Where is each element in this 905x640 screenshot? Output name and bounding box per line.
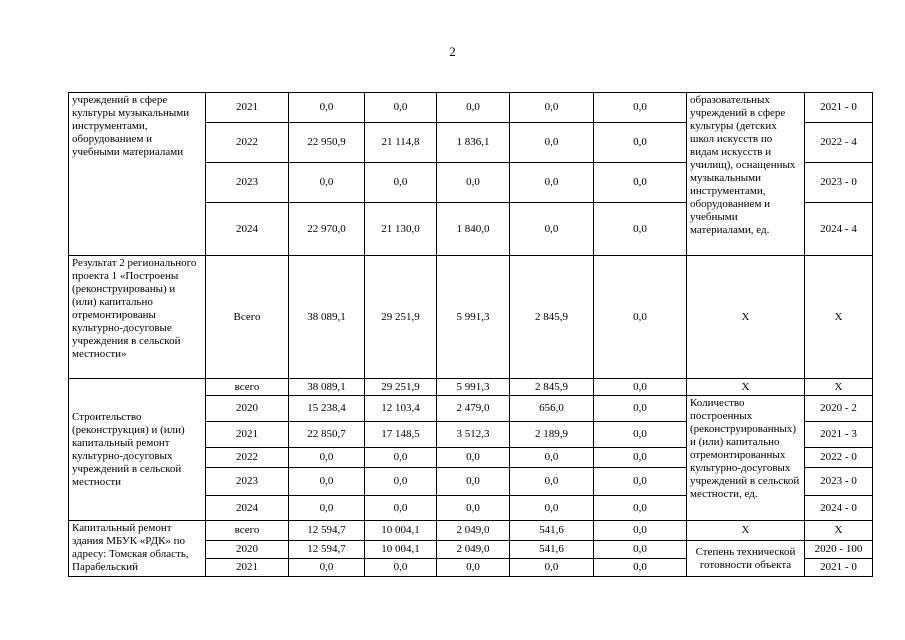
target-cell: 2020 - 2 bbox=[805, 396, 873, 422]
year-cell: 2021 bbox=[206, 93, 289, 123]
value-cell: 5 991,3 bbox=[437, 379, 510, 396]
value-cell: 0,0 bbox=[594, 521, 687, 541]
indicator-cell: образовательных учреждений в сфере культуры (детских школ искусств по видам искусств и училищ), оснащенных музыкальными инструментами, оборудованием и учебными материалами, ед. bbox=[687, 93, 805, 256]
value-cell: 0,0 bbox=[594, 93, 687, 123]
value-cell: 0,0 bbox=[437, 448, 510, 468]
value-cell: 38 089,1 bbox=[289, 379, 365, 396]
year-cell: 2020 bbox=[206, 396, 289, 422]
year-cell: всего bbox=[206, 379, 289, 396]
target-cell: X bbox=[805, 379, 873, 396]
value-cell: 0,0 bbox=[289, 93, 365, 123]
target-cell: 2022 - 0 bbox=[805, 448, 873, 468]
value-cell: 0,0 bbox=[510, 559, 594, 577]
value-cell: 0,0 bbox=[594, 448, 687, 468]
year-cell: 2024 bbox=[206, 203, 289, 256]
value-cell: 2 845,9 bbox=[510, 379, 594, 396]
value-cell: 0,0 bbox=[289, 559, 365, 577]
value-cell: 2 189,9 bbox=[510, 422, 594, 448]
value-cell: 0,0 bbox=[510, 448, 594, 468]
year-cell: 2021 bbox=[206, 422, 289, 448]
target-cell: 2021 - 0 bbox=[805, 559, 873, 577]
value-cell: 22 850,7 bbox=[289, 422, 365, 448]
value-cell: 0,0 bbox=[594, 496, 687, 521]
value-cell: 21 130,0 bbox=[365, 203, 437, 256]
target-cell: 2021 - 3 bbox=[805, 422, 873, 448]
value-cell: 0,0 bbox=[510, 163, 594, 203]
value-cell: 2 845,9 bbox=[510, 256, 594, 379]
value-cell: 0,0 bbox=[510, 123, 594, 163]
value-cell: 0,0 bbox=[365, 468, 437, 496]
value-cell: 29 251,9 bbox=[365, 256, 437, 379]
target-cell: 2021 - 0 bbox=[805, 93, 873, 123]
table-row bbox=[69, 93, 873, 123]
event-name-cell: Строительство (реконструкция) и (или) капитальный ремонт культурно-досуговых учреждений в сельской местности bbox=[69, 379, 206, 521]
value-cell: 0,0 bbox=[594, 396, 687, 422]
value-cell: 0,0 bbox=[365, 496, 437, 521]
target-cell: 2020 - 100 bbox=[805, 541, 873, 559]
value-cell: 0,0 bbox=[510, 203, 594, 256]
target-cell: 2024 - 0 bbox=[805, 496, 873, 521]
year-cell: Всего bbox=[206, 256, 289, 379]
year-cell: 2020 bbox=[206, 541, 289, 559]
value-cell: 0,0 bbox=[594, 123, 687, 163]
value-cell: 0,0 bbox=[437, 559, 510, 577]
table-row bbox=[69, 379, 873, 396]
event-name-cell: Капитальный ремонт здания МБУК «РДК» по адресу: Томская область, Парабельский bbox=[69, 521, 206, 577]
value-cell: 0,0 bbox=[289, 448, 365, 468]
indicator-cell: X bbox=[687, 521, 805, 541]
indicator-cell: Степень технической готовности объекта bbox=[687, 541, 805, 577]
target-cell: 2022 - 4 bbox=[805, 123, 873, 163]
value-cell: 38 089,1 bbox=[289, 256, 365, 379]
value-cell: 0,0 bbox=[289, 163, 365, 203]
page-number: 2 bbox=[449, 44, 456, 59]
value-cell: 0,0 bbox=[437, 163, 510, 203]
table-row bbox=[69, 256, 873, 379]
value-cell: 0,0 bbox=[594, 379, 687, 396]
year-cell: 2022 bbox=[206, 448, 289, 468]
value-cell: 0,0 bbox=[365, 559, 437, 577]
value-cell: 0,0 bbox=[289, 468, 365, 496]
value-cell: 21 114,8 bbox=[365, 123, 437, 163]
value-cell: 0,0 bbox=[365, 448, 437, 468]
value-cell: 541,6 bbox=[510, 521, 594, 541]
value-cell: 0,0 bbox=[510, 93, 594, 123]
value-cell: 1 840,0 bbox=[437, 203, 510, 256]
target-cell: 2023 - 0 bbox=[805, 468, 873, 496]
target-cell: X bbox=[805, 521, 873, 541]
table-row bbox=[69, 521, 873, 541]
event-name-cell: учреждений в сфере культуры музыкальными инструментами, оборудованием и учебными материалами bbox=[69, 93, 206, 256]
value-cell: 0,0 bbox=[510, 496, 594, 521]
target-cell: 2023 - 0 bbox=[805, 163, 873, 203]
value-cell: 2 479,0 bbox=[437, 396, 510, 422]
value-cell: 2 049,0 bbox=[437, 521, 510, 541]
year-cell: всего bbox=[206, 521, 289, 541]
value-cell: 541,6 bbox=[510, 541, 594, 559]
value-cell: 17 148,5 bbox=[365, 422, 437, 448]
value-cell: 22 970,0 bbox=[289, 203, 365, 256]
value-cell: 10 004,1 bbox=[365, 521, 437, 541]
value-cell: 0,0 bbox=[437, 496, 510, 521]
year-cell: 2023 bbox=[206, 163, 289, 203]
value-cell: 0,0 bbox=[594, 203, 687, 256]
target-cell: X bbox=[805, 256, 873, 379]
value-cell: 0,0 bbox=[365, 163, 437, 203]
value-cell: 0,0 bbox=[594, 541, 687, 559]
program-table bbox=[68, 92, 873, 577]
value-cell: 5 991,3 bbox=[437, 256, 510, 379]
value-cell: 0,0 bbox=[594, 163, 687, 203]
value-cell: 0,0 bbox=[594, 256, 687, 379]
year-cell: 2024 bbox=[206, 496, 289, 521]
value-cell: 0,0 bbox=[289, 496, 365, 521]
indicator-cell: Количество построенных (реконструированных) и (или) капитально отремонтированных культурно-досуговых учреждений в сельской местности, ед. bbox=[687, 396, 805, 521]
value-cell: 0,0 bbox=[365, 93, 437, 123]
value-cell: 10 004,1 bbox=[365, 541, 437, 559]
value-cell: 0,0 bbox=[594, 468, 687, 496]
value-cell: 0,0 bbox=[510, 468, 594, 496]
value-cell: 12 594,7 bbox=[289, 541, 365, 559]
value-cell: 12 103,4 bbox=[365, 396, 437, 422]
target-cell: 2024 - 4 bbox=[805, 203, 873, 256]
result-name-cell: Результат 2 регионального проекта 1 «Построены (реконструированы) и (или) капитально отремонтированы культурно-досуговые учреждения в сельской местности» bbox=[69, 256, 206, 379]
year-cell: 2021 bbox=[206, 559, 289, 577]
value-cell: 3 512,3 bbox=[437, 422, 510, 448]
value-cell: 0,0 bbox=[437, 468, 510, 496]
year-cell: 2023 bbox=[206, 468, 289, 496]
value-cell: 2 049,0 bbox=[437, 541, 510, 559]
value-cell: 0,0 bbox=[594, 422, 687, 448]
indicator-cell: X bbox=[687, 379, 805, 396]
value-cell: 12 594,7 bbox=[289, 521, 365, 541]
indicator-cell: X bbox=[687, 256, 805, 379]
value-cell: 1 836,1 bbox=[437, 123, 510, 163]
value-cell: 0,0 bbox=[437, 93, 510, 123]
value-cell: 656,0 bbox=[510, 396, 594, 422]
value-cell: 15 238,4 bbox=[289, 396, 365, 422]
year-cell: 2022 bbox=[206, 123, 289, 163]
value-cell: 0,0 bbox=[594, 559, 687, 577]
value-cell: 29 251,9 bbox=[365, 379, 437, 396]
value-cell: 22 950,9 bbox=[289, 123, 365, 163]
